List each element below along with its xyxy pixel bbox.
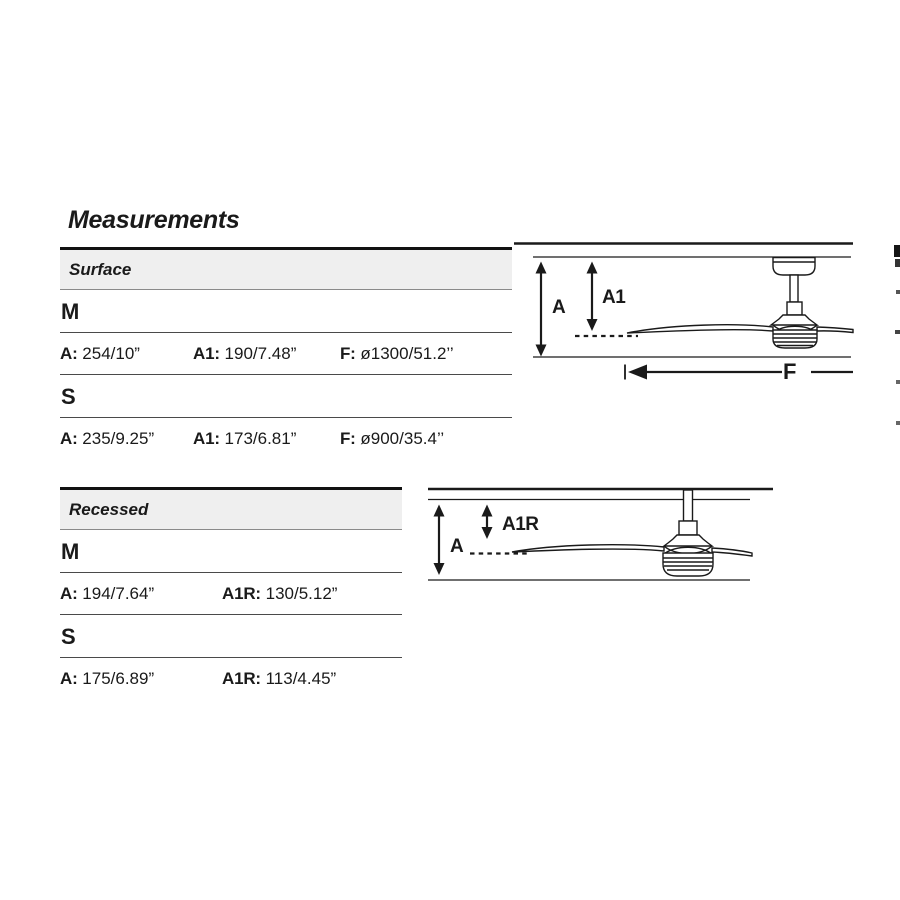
size-row-s: S: [60, 615, 402, 658]
fan-blade-right: [712, 548, 752, 556]
edge-artifact: [894, 245, 900, 257]
dimension-arrow-a: [434, 505, 445, 576]
dimension-arrow-a1: [587, 262, 598, 332]
dim-f-label: F:: [340, 344, 356, 363]
dim-a: [60, 418, 154, 460]
size-row-s: S: [60, 375, 512, 418]
recessed-label-a: A: [450, 536, 464, 557]
fan-coupling: [679, 521, 697, 535]
ceiling-fan-illustration: [627, 258, 853, 349]
dim-a1: [193, 333, 296, 375]
edge-artifact: [896, 421, 900, 425]
recessed-mount-diagram: [425, 480, 780, 588]
fan-downrod: [684, 490, 693, 521]
surface-label-a: A: [552, 297, 566, 318]
fan-downrod: [790, 275, 798, 302]
recessed-measurements-table: [60, 487, 402, 701]
edge-artifact: [895, 259, 900, 267]
dim-a-label: A:: [60, 344, 78, 363]
dim-a-label: A:: [60, 584, 78, 603]
fan-blade-left: [512, 545, 664, 552]
size-row-m: M: [60, 290, 512, 333]
ceiling-fan-illustration: [512, 490, 752, 576]
edge-artifact: [896, 290, 900, 294]
surface-m-values-row: [60, 333, 512, 375]
fan-blade-left: [627, 325, 773, 333]
dim-a-value: 175/6.89”: [82, 669, 155, 688]
surface-measurements-table: [60, 247, 512, 461]
dim-a: [60, 658, 154, 700]
dim-a-value: 254/10”: [82, 344, 140, 363]
dim-a-label: A:: [60, 669, 78, 688]
size-row-m: M: [60, 530, 402, 573]
dim-a1r-label: A1R:: [222, 584, 261, 603]
fan-motor-top: [664, 535, 712, 546]
dim-a-label: A:: [60, 429, 78, 448]
fan-canopy: [773, 258, 815, 276]
dim-a1-value: 173/6.81”: [224, 429, 297, 448]
dim-a1r-label: A1R:: [222, 669, 261, 688]
fan-coupling: [787, 302, 802, 315]
dim-a: [60, 333, 140, 375]
surface-label-f: F: [783, 359, 796, 384]
recessed-s-values-row: [60, 658, 402, 700]
dim-f-value: ø900/35.4’’: [360, 429, 445, 448]
dim-f: [340, 333, 454, 375]
fan-motor-body: [663, 553, 713, 576]
fan-blade-right: [817, 327, 853, 333]
dim-a1-label: A1:: [193, 344, 220, 363]
dim-a1r-value: 130/5.12”: [265, 584, 338, 603]
dim-a: [60, 573, 154, 615]
dim-a1r-value: 113/4.45”: [265, 669, 337, 688]
dim-a1r: [222, 658, 336, 700]
dim-a-value: 235/9.25”: [82, 429, 155, 448]
surface-mount-diagram: [513, 240, 900, 390]
dimension-arrow-a1r: [482, 505, 493, 540]
edge-artifact: [896, 380, 900, 384]
page-title: Measurements: [68, 206, 240, 234]
dim-a1r: [222, 573, 337, 615]
dim-a-value: 194/7.64”: [82, 584, 155, 603]
dim-f: [340, 418, 444, 460]
surface-s-values-row: [60, 418, 512, 460]
dim-a1-value: 190/7.48”: [224, 344, 297, 363]
dimension-arrow-a: [536, 262, 547, 357]
edge-artifact: [895, 330, 900, 334]
dim-f-label: F:: [340, 429, 356, 448]
surface-label-a1: A1: [602, 287, 626, 308]
dim-f-value: ø1300/51.2’’: [360, 344, 454, 363]
dim-a1-label: A1:: [193, 429, 220, 448]
fan-motor-top: [771, 315, 817, 325]
dim-a1: [193, 418, 296, 460]
recessed-m-values-row: [60, 573, 402, 615]
dimension-arrow-f: [625, 365, 853, 380]
recessed-table-header: Recessed: [60, 487, 402, 530]
recessed-label-a1r: A1R: [502, 514, 539, 535]
surface-table-header: Surface: [60, 247, 512, 290]
